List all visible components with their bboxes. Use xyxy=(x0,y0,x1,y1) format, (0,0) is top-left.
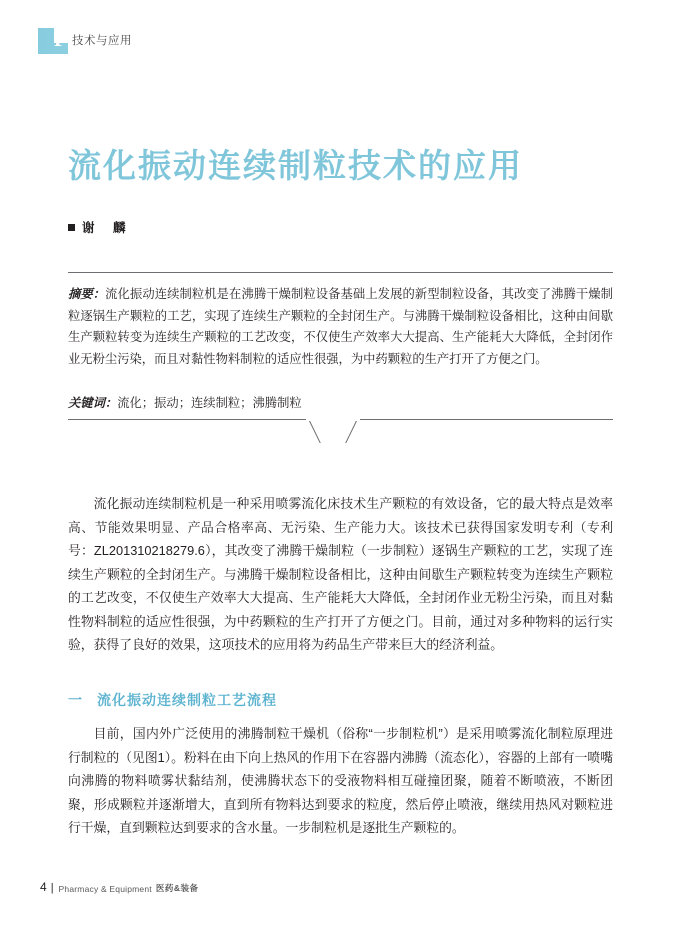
publication-name-cn: 医药&装备 xyxy=(155,883,199,893)
decorative-notch xyxy=(304,419,362,442)
page-number: 4 xyxy=(40,880,47,894)
publication-name-en: Pharmacy & Equipment xyxy=(58,884,152,894)
page-title: 流化振动连续制粒技术的应用 xyxy=(68,147,523,184)
body-paragraph-2-text: 目前，国内外广泛使用的沸腾制粒干燥机（俗称“一步制粒机”）是采用喷雾流化制粒原理进行制粒的（见图1）。粉料在由下向上热风的作用下在容器内沸腾（流态化），容器的上部有一喷嘴向沸腾的物料喷雾状黏结剂，使沸腾状态下的受液物料相互碰撞团聚，随着不断喷液，不断团聚，形成颗粒并逐渐增大，直到所有物料达到要求的粒度，然后停止喷液，继续用热风对颗粒进行干燥，直到颗粒达到要求的含水量。一步制粒机是逐批生产颗粒的。 xyxy=(68,726,613,835)
abstract-block xyxy=(68,284,613,370)
abstract-top-rule xyxy=(68,272,613,273)
notch-mask xyxy=(306,417,360,421)
page-header xyxy=(38,28,148,54)
author-line xyxy=(68,218,129,236)
body-paragraph-1-text: 流化振动连续制粒机是一种采用喷雾流化床技术生产颗粒的有效设备，它的最大特点是效率高、节能效果明显、产品合格率高、无污染、生产能力大。该技术已获得国家发明专利（专利号：ZL201310218279.6），其改变了沸腾干燥制粒（一步制粒）逐锅生产颗粒的工艺，实现了连续生产颗粒的全封闭生产。与沸腾干燥制粒设备相比，这种由间歇生产颗粒转变为连续生产颗粒的工艺改变，不仅使生产效率大大提高、生产能耗大大降低，全封闭作业无粉尘污染，而且对黏性物料制粒的适应性很强，为中药颗粒的生产打开了方便之门。目前，通过对多种物料的运行实验，获得了良好的效果，这项技术的应用将为药品生产带来巨大的经济利益。 xyxy=(68,496,613,652)
column-title: 技术与应用 xyxy=(72,35,132,47)
square-bullet-icon xyxy=(68,224,75,231)
keywords-text: 流化；振动；连续制粒；沸腾制粒 xyxy=(117,396,302,410)
section-number: 一 xyxy=(68,692,83,708)
abstract-label: 摘要： xyxy=(68,287,106,301)
section-title: 流化振动连续制粒工艺流程 xyxy=(97,692,277,708)
body-paragraph-2 xyxy=(68,722,613,840)
abstract-text: 流化振动连续制粒机是在沸腾干燥制粒设备基础上发展的新型制粒设备，其改变了沸腾干燥制粒逐锅生产颗粒的工艺，实现了连续生产颗粒的全封闭生产。与沸腾干燥制粒设备相比，这种由间歇生产颗粒转变为连续生产颗粒的工艺改变，不仅使生产效率大大提高、生产能耗大大降低，全封闭作业无粉尘污染，而且对黏性物料制粒的适应性很强，为中药颗粒的生产打开了方便之门。 xyxy=(68,287,613,366)
page-footer xyxy=(40,880,198,894)
keywords-label: 关键词： xyxy=(68,396,118,410)
section-heading-1 xyxy=(68,690,277,710)
footer-separator: | xyxy=(50,882,54,894)
abstract-bottom-rule-group xyxy=(68,419,613,443)
logo-letter: P xyxy=(54,27,67,51)
body-paragraph-1 xyxy=(68,492,613,657)
keywords-block xyxy=(68,393,613,414)
author-name: 谢 麟 xyxy=(82,221,129,235)
